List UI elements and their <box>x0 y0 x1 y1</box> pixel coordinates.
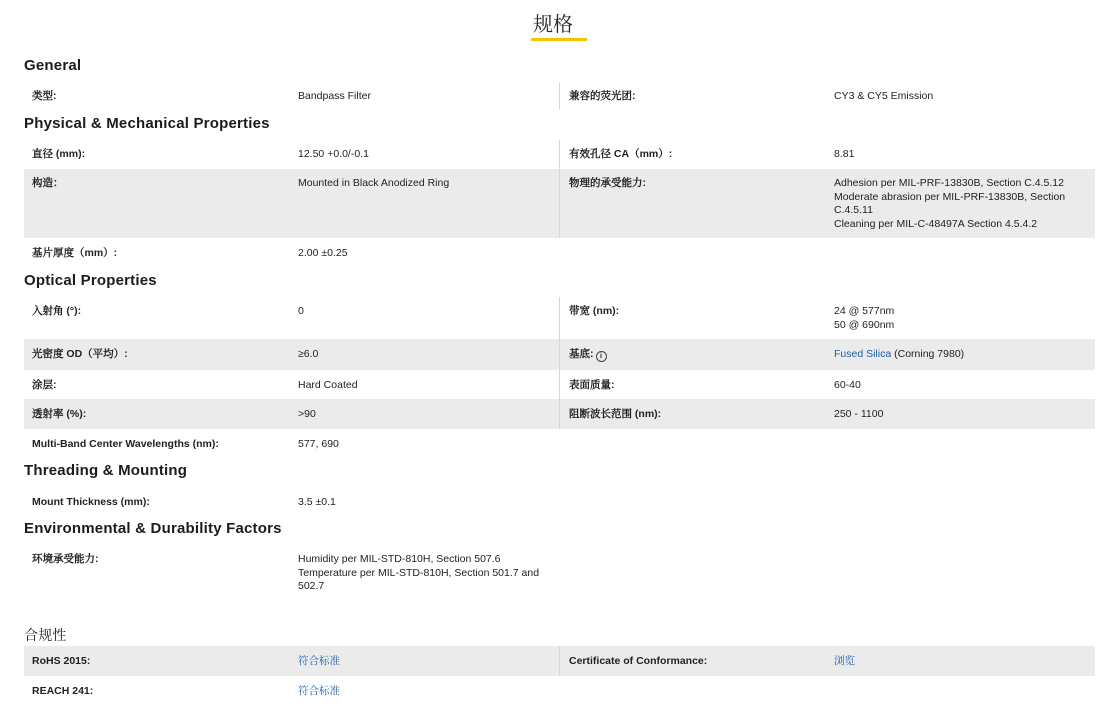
spec-value-line: 50 @ 690nm <box>834 318 895 331</box>
spec-value: CY3 & CY5 Emission <box>834 90 934 102</box>
spec-value: 60-40 <box>834 379 861 391</box>
spec-label: Certificate of Conformance: <box>569 655 708 667</box>
spec-value: 0 <box>298 305 304 317</box>
spec-value <box>834 348 1084 362</box>
spec-label-with-icon <box>569 348 819 362</box>
spec-label: 直径 (mm): <box>32 148 86 160</box>
section-heading-threading: Threading & Mounting <box>24 462 188 479</box>
section-heading-environmental: Environmental & Durability Factors <box>24 520 282 537</box>
section-heading-optical: Optical Properties <box>24 272 157 289</box>
spec-label: 光密度 OD（平均）: <box>32 348 128 360</box>
spec-value: ≥6.0 <box>298 348 319 360</box>
spec-row <box>24 646 1095 676</box>
spec-label: 入射角 (°): <box>32 305 82 317</box>
spec-row <box>24 238 1095 268</box>
fused-silica-link[interactable]: Fused Silica <box>834 348 892 360</box>
title-underline <box>531 38 587 41</box>
spec-value-line: Moderate abrasion per MIL-PRF-13830B, Section C.4.5.11 <box>834 190 1066 216</box>
spec-value: 2.00 ±0.25 <box>298 247 348 259</box>
spec-value-line: Cleaning per MIL-C-48497A Section 4.5.4.2 <box>834 217 1038 230</box>
spec-label: Mount Thickness (mm): <box>32 496 150 508</box>
spec-value-multiline <box>834 177 1084 231</box>
spec-label: RoHS 2015: <box>32 655 91 667</box>
section-heading-general: General <box>24 57 82 74</box>
spec-label: 涂层: <box>32 379 57 391</box>
spec-label: 环境承受能力: <box>32 553 99 565</box>
spec-label: 兼容的荧光团: <box>569 90 636 102</box>
spec-value: Bandpass Filter <box>298 90 371 102</box>
spec-row <box>24 297 1095 339</box>
spec-value: 250 - 1100 <box>834 408 884 420</box>
spec-value: Mounted in Black Anodized Ring <box>298 177 450 189</box>
reach-compliant-link[interactable]: 符合标准 <box>298 685 340 697</box>
spec-row <box>24 339 1095 370</box>
spec-value-multiline <box>834 305 1084 332</box>
spec-label: 物理的承受能力: <box>569 177 646 189</box>
spec-value-line: Humidity per MIL-STD-810H, Section 507.6 <box>298 553 501 565</box>
spec-row <box>24 429 1095 459</box>
spec-value: 577, 690 <box>298 438 339 450</box>
spec-label: 构造： <box>32 177 64 189</box>
spec-label: Multi-Band Center Wavelengths (nm): <box>32 438 219 450</box>
spec-row <box>24 545 1095 603</box>
spec-label: 类型: <box>32 90 57 102</box>
spec-label: 基底: <box>569 348 594 360</box>
section-heading-compliance: 合规性 <box>24 627 67 643</box>
spec-label: 表面质量: <box>569 379 615 391</box>
spec-row <box>24 169 1095 238</box>
spec-value: 3.5 ±0.1 <box>298 496 336 508</box>
spec-label: 带宽 (nm): <box>569 305 620 317</box>
spec-row <box>24 82 1095 110</box>
page-title: 规格 <box>533 14 573 36</box>
spec-label: 基片厚度（mm）: <box>32 247 118 259</box>
spec-row <box>24 140 1095 169</box>
spec-row <box>24 487 1095 517</box>
spec-label: REACH 241: <box>32 685 94 697</box>
spec-label: 有效孔径 CA（mm）: <box>569 148 673 160</box>
info-icon[interactable]: i <box>596 351 607 362</box>
spec-row <box>24 370 1095 399</box>
spec-value-line: Adhesion per MIL-PRF-13830B, Section C.4.5.12 <box>834 177 1064 189</box>
section-heading-physical: Physical & Mechanical Properties <box>24 115 270 132</box>
spec-value-line: 24 @ 577nm <box>834 305 895 317</box>
spec-value-line: Temperature per MIL-STD-810H, Section 501.7 and 502.7 <box>298 566 540 592</box>
substrate-detail: (Corning 7980) <box>891 348 965 360</box>
spec-label: 阻断波长范围 (nm): <box>569 408 662 420</box>
spec-value: >90 <box>298 408 316 420</box>
spec-value-multiline <box>298 553 548 594</box>
certificate-view-link[interactable]: 浏览 <box>834 655 855 667</box>
spec-value: Hard Coated <box>298 379 358 391</box>
spec-label: 透射率 (%): <box>32 408 87 420</box>
rohs-compliant-link[interactable]: 符合标准 <box>298 655 340 667</box>
spec-row <box>24 399 1095 429</box>
spec-value: 12.50 +0.0/-0.1 <box>298 148 369 160</box>
spec-value: 8.81 <box>834 148 855 160</box>
spec-row <box>24 676 1095 706</box>
